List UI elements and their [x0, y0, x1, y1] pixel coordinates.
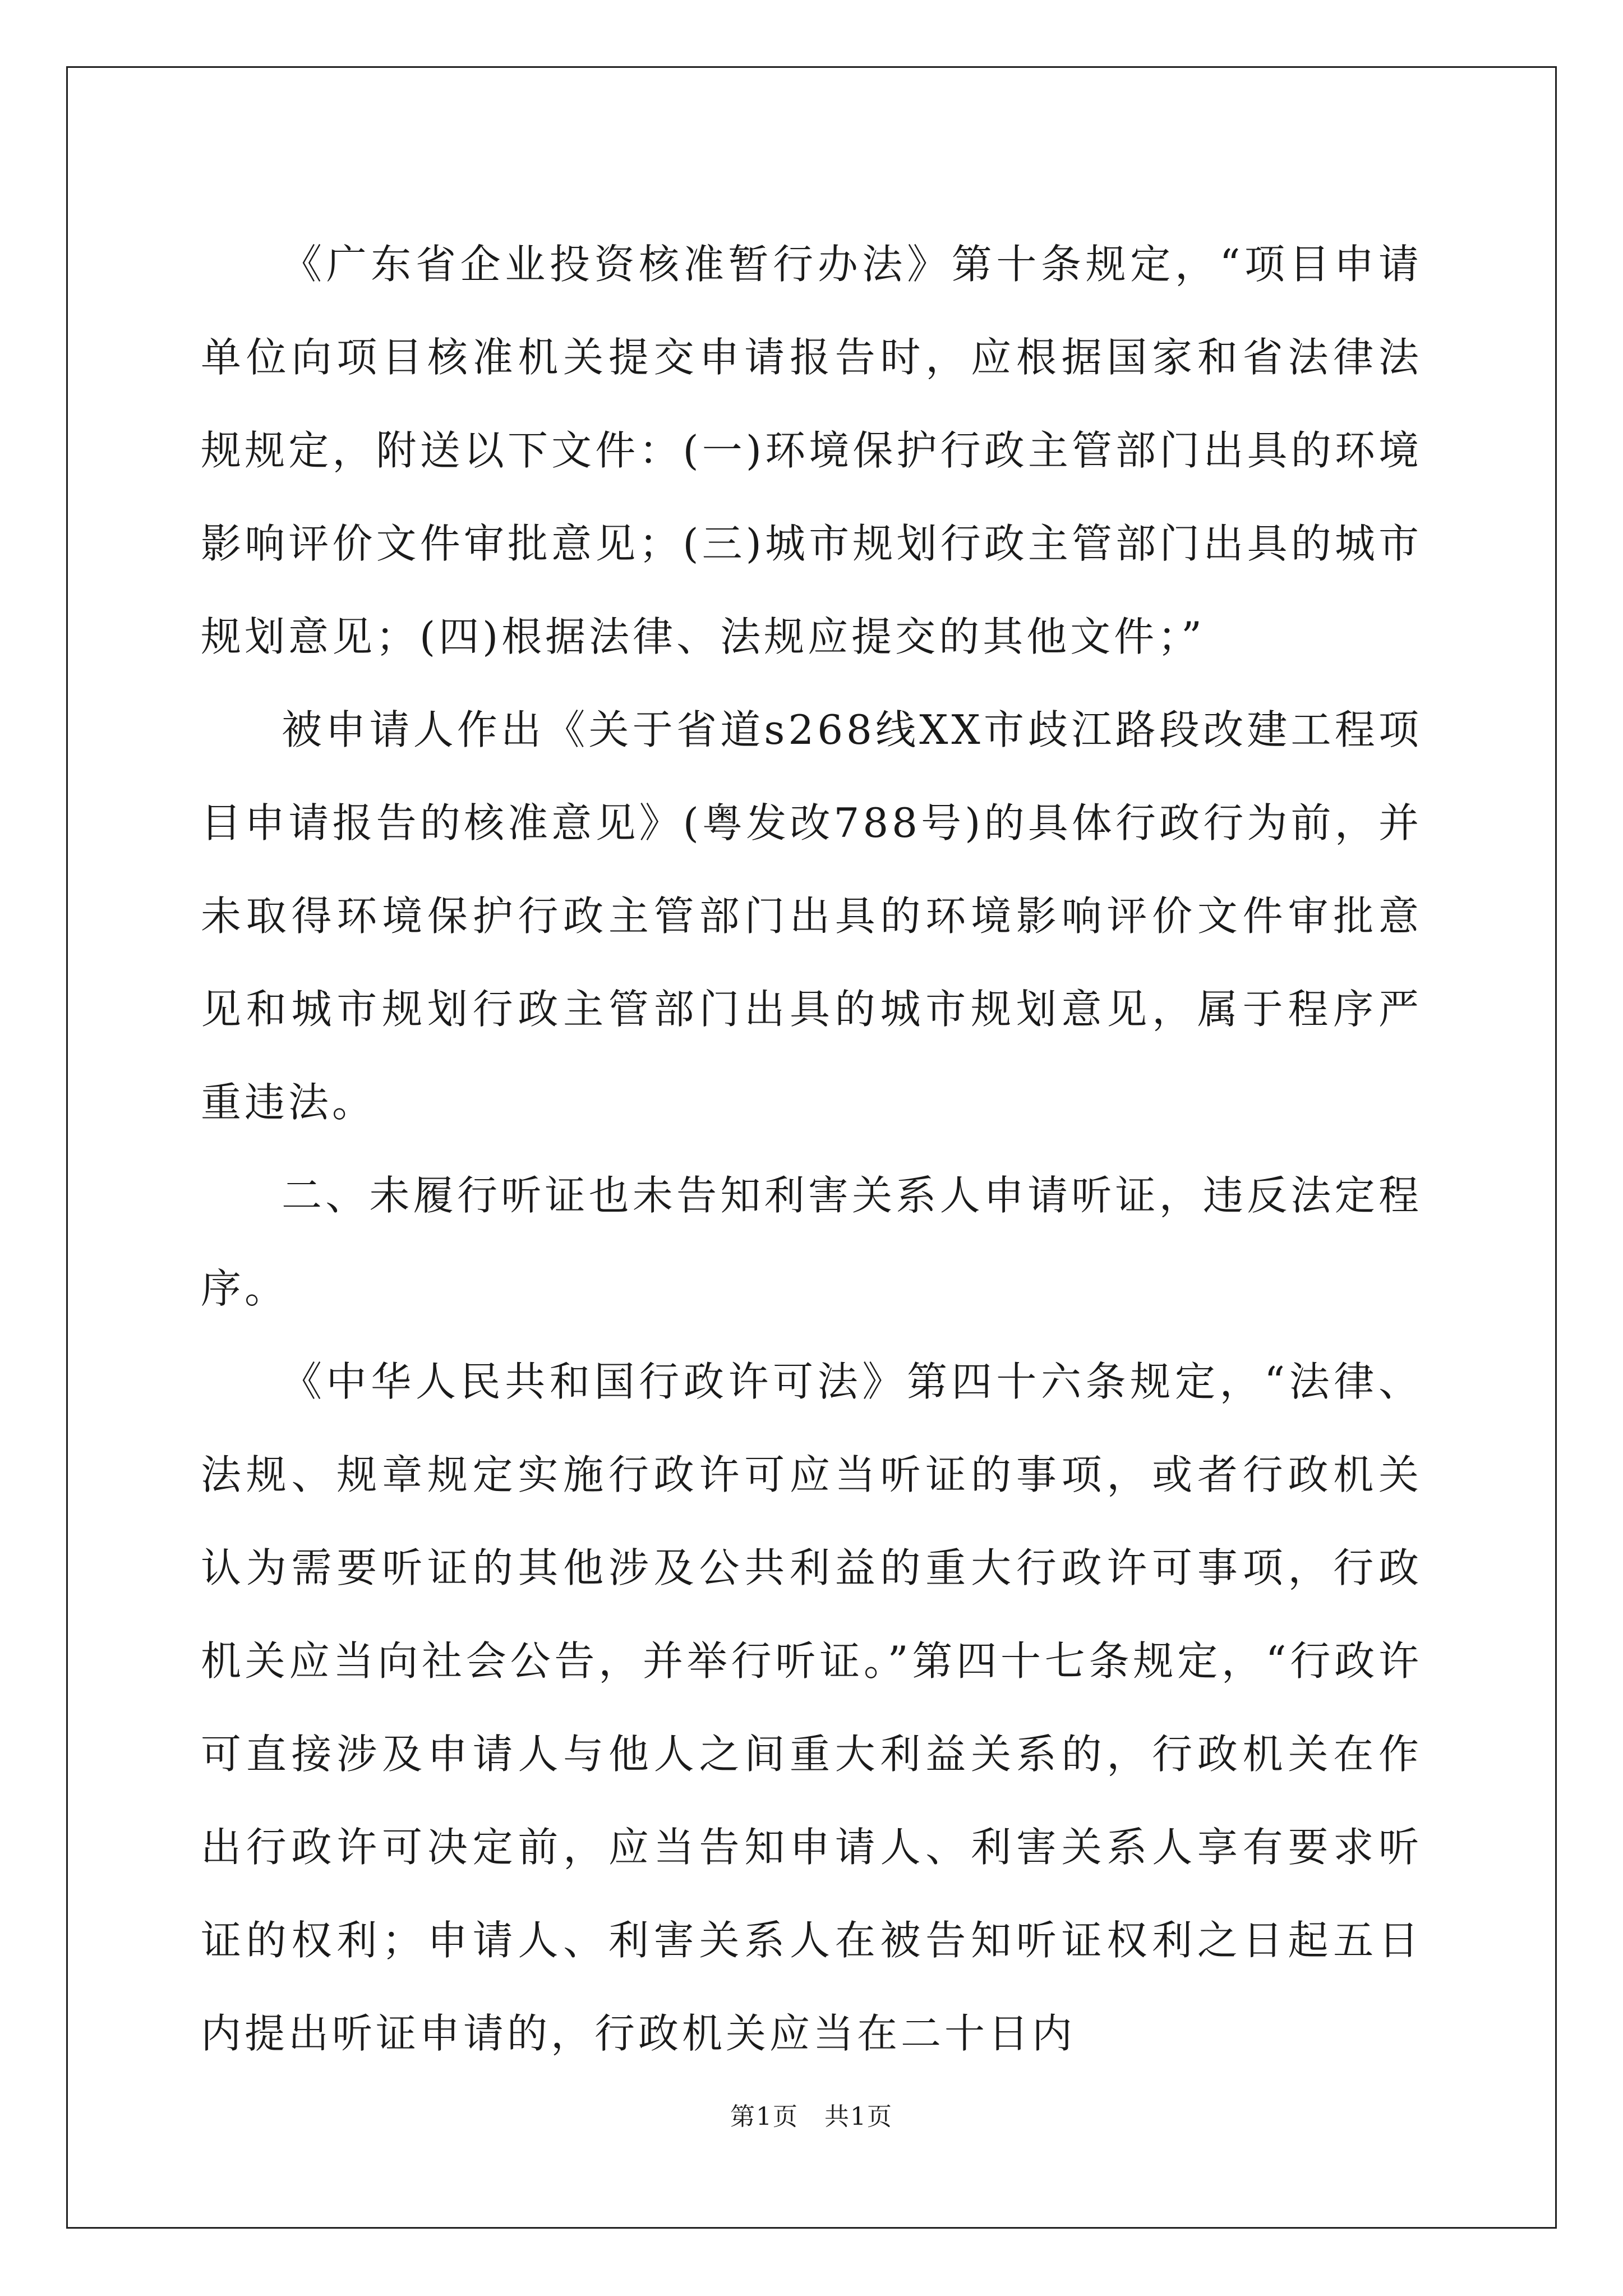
page-number: 第1页 共1页: [730, 2102, 893, 2131]
paragraph: 《广东省企业投资核准暂行办法》第十条规定，“项目申请单位向项目核准机关提交申请报告时，应根据国家和省法律法规规定，附送以下文件：(一)环境保护行政主管部门出具的环境影响评价文件审批意见；(三)城市规划行政主管部门出具的城市规划意见；(四)根据法律、法规应提交的其他文件；”: [201, 241, 1422, 660]
document-body: [201, 218, 1422, 2080]
paragraph: 二、未履行听证也未告知利害关系人申请听证，违反法定程序。: [201, 1172, 1422, 1312]
paragraph: 被申请人作出《关于省道s268线XX市歧江路段改建工程项目申请报告的核准意见》(粤发改788号)的具体行政行为前，并未取得环境保护行政主管部门出具的环境影响评价文件审批意见和城市规划行政主管部门出具的城市规划意见，属于程序严重违法。: [201, 706, 1422, 1126]
paragraph: 《中华人民共和国行政许可法》第四十六条规定，“法律、法规、规章规定实施行政许可应当听证的事项，或者行政机关认为需要听证的其他涉及公共利益的重大行政许可事项，行政机关应当向社会公告，并举行听证。”第四十七条规定，“行政许可直接涉及申请人与他人之间重大利益关系的，行政机关在作出行政许可决定前，应当告知申请人、利害关系人享有要求听证的权利；申请人、利害关系人在被告知听证权利之日起五日内提出听证申请的，行政机关应当在二十日内: [201, 1358, 1422, 2057]
